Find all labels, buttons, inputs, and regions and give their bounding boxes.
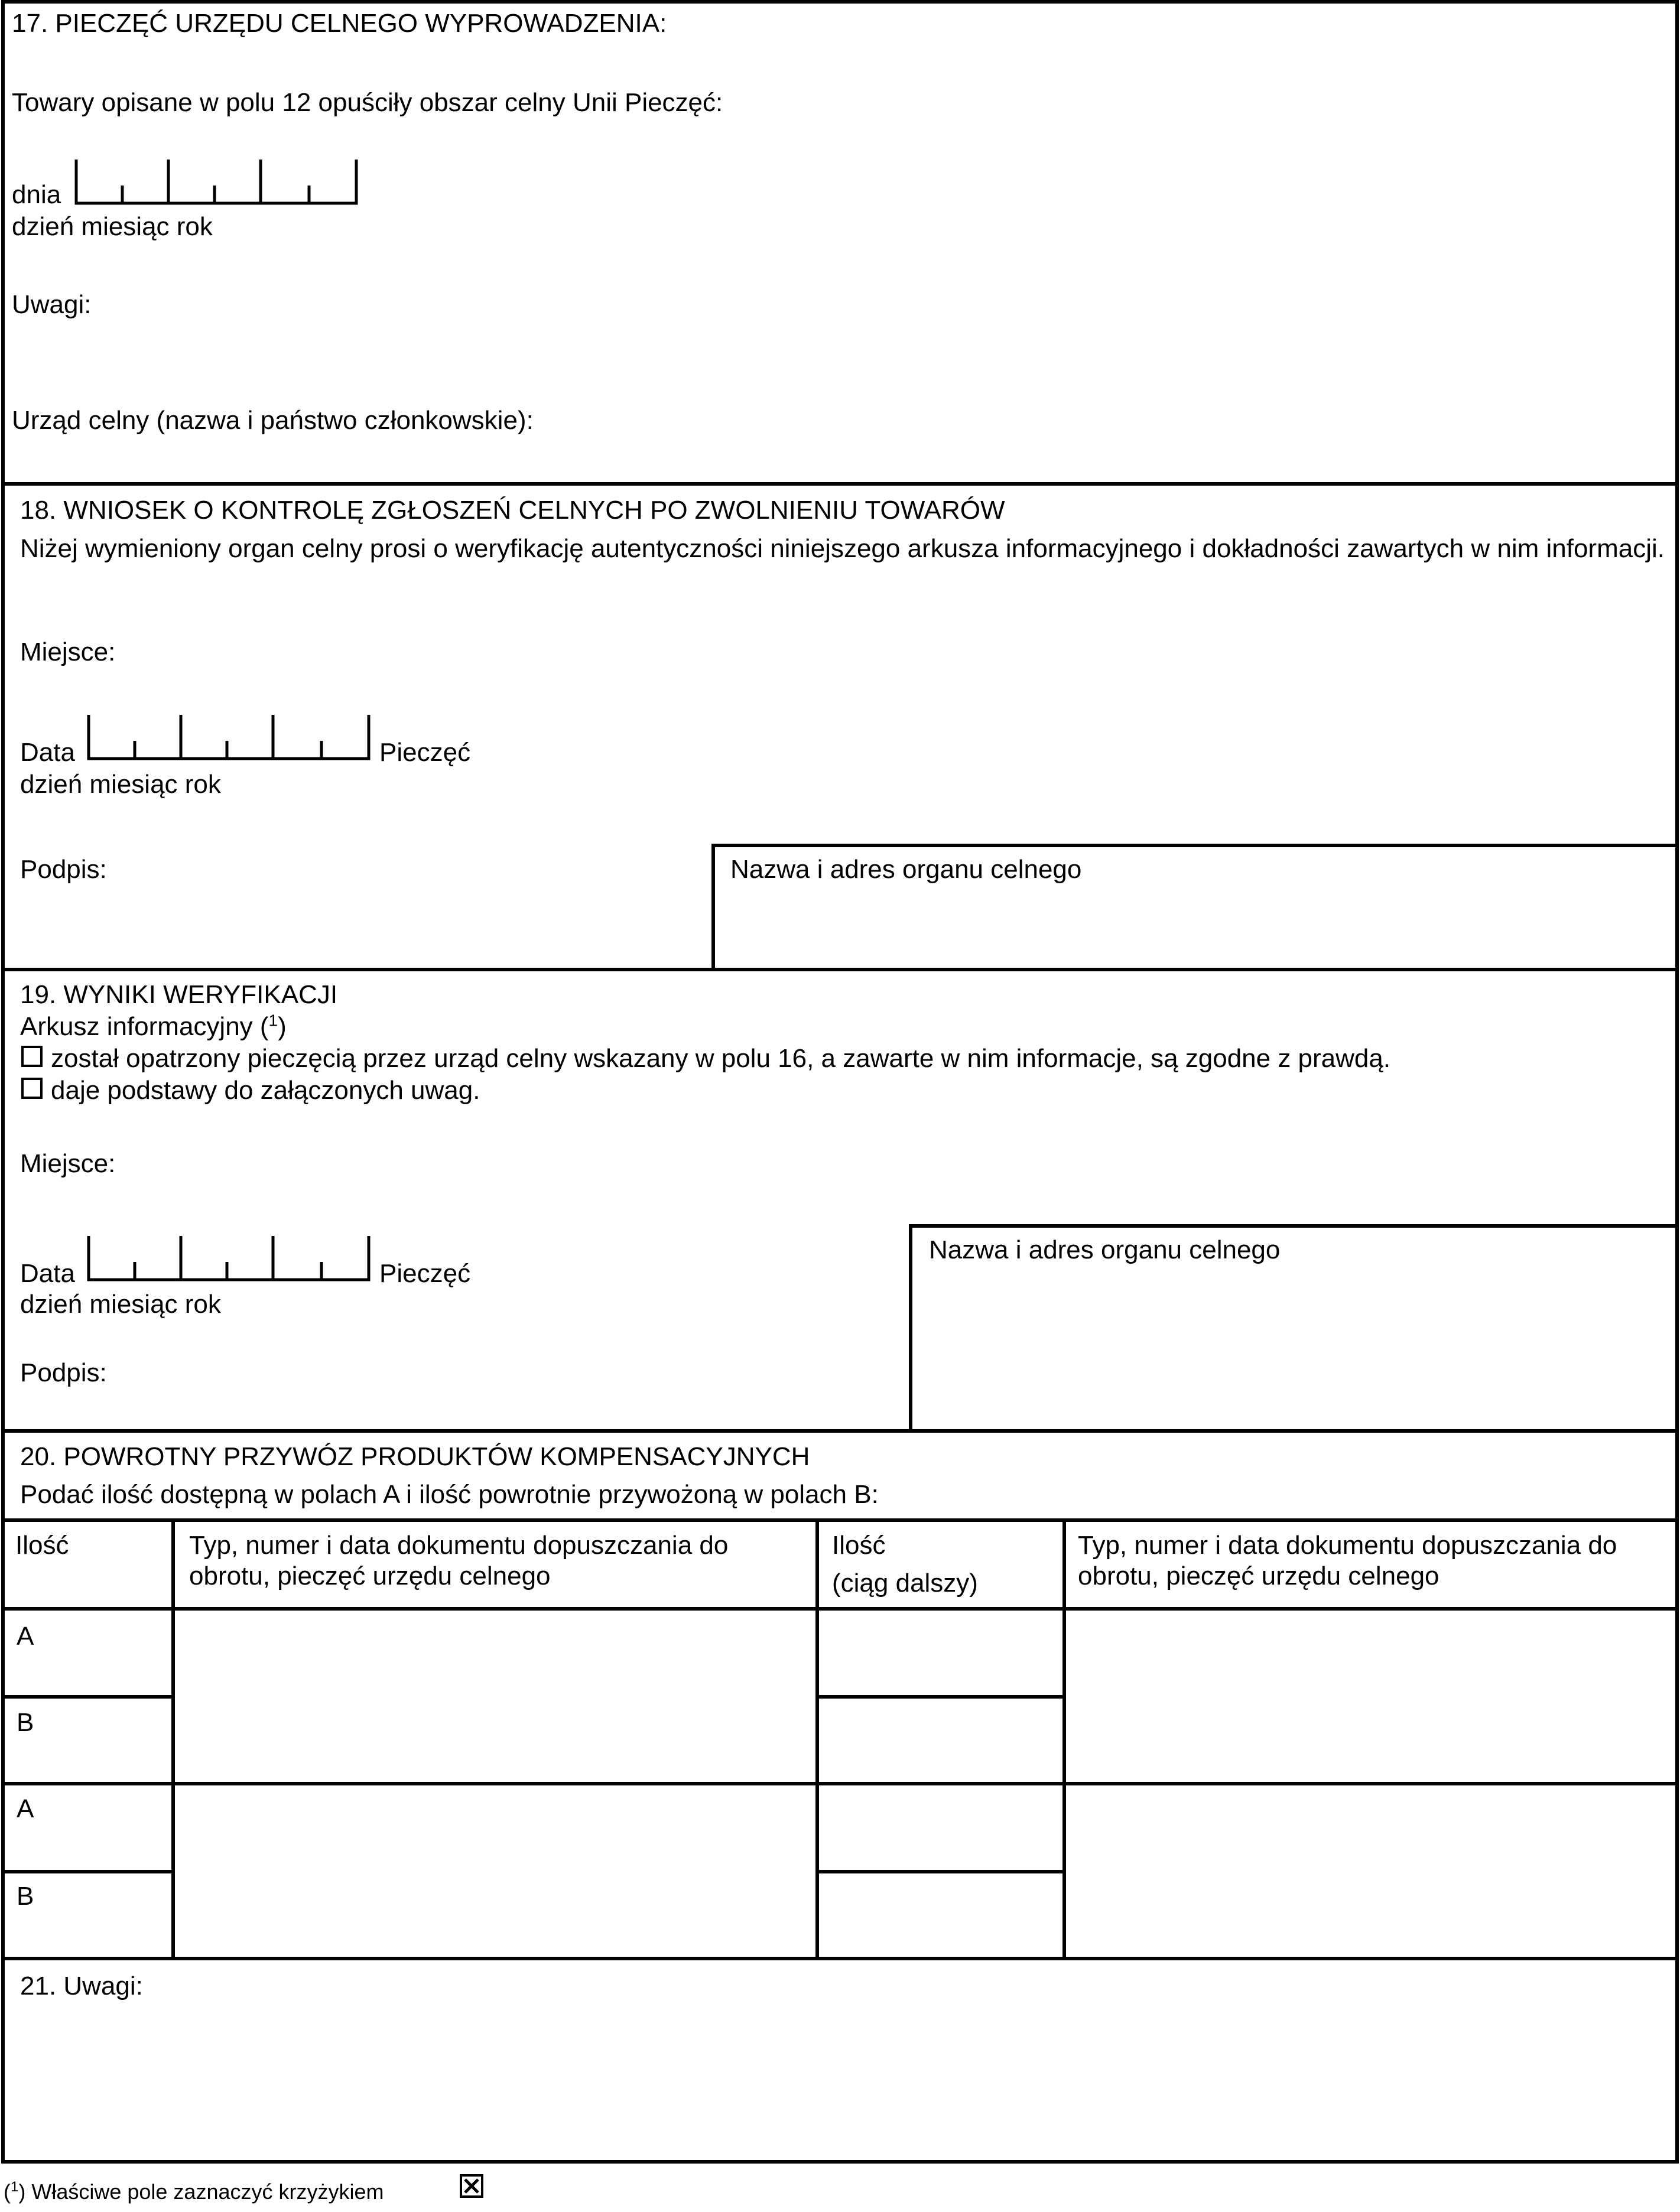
table-bottom	[1, 1957, 1679, 1960]
section-17-title: 17. PIECZĘĆ URZĘDU CELNEGO WYPROWADZENIA:	[12, 9, 667, 38]
stamp-label-19: Pieczęć	[379, 1259, 471, 1288]
row-label-a-2: A	[17, 1794, 34, 1823]
footnote-number: 1	[11, 2179, 19, 2195]
section-20-title: 20. POWROTNY PRZYWÓZ PRODUKTÓW KOMPENSACYJNYCH	[20, 1442, 810, 1471]
section-20-subtitle: Podać ilość dostępną w polach A i ilość powrotnie przywożoną w polach B:	[20, 1480, 879, 1509]
place-label-19: Miejsce:	[20, 1149, 116, 1178]
divider-19-authority-top	[910, 1224, 1679, 1228]
date-hint-19: dzień miesiąc rok	[20, 1290, 221, 1319]
divider-19-authority-left	[909, 1224, 912, 1431]
frame-left	[1, 0, 5, 2164]
header-quantity: Ilość	[15, 1531, 69, 1560]
frame-right	[1675, 0, 1679, 2164]
header-quantity-cont-sub: (ciąg dalszy)	[832, 1569, 978, 1598]
footnote-ref: 1	[268, 1011, 278, 1030]
authority-label-18: Nazwa i adres organu celnego	[730, 855, 1082, 884]
table-row-a2-bottom	[1, 1870, 173, 1873]
row-label-b-1: B	[17, 1708, 34, 1737]
section-19-title: 19. WYNIKI WERYFIKACJI	[20, 980, 338, 1009]
place-label-18: Miejsce:	[20, 637, 116, 666]
stamp-label-18: Pieczęć	[379, 738, 471, 767]
information-sheet-text: Arkusz informacyjny (	[20, 1012, 269, 1041]
table-col2	[815, 1518, 819, 1960]
row-label-b-2: B	[17, 1882, 34, 1911]
date-entry-field-19[interactable]	[86, 1235, 371, 1282]
header-document: Typ, numer i data dokumentu dopuszczania do obrotu, pieczęć urzędu celnego	[189, 1531, 729, 1590]
date-entry-field-17[interactable]	[74, 158, 359, 206]
table-col1	[171, 1518, 175, 1960]
signature-label-18: Podpis:	[20, 855, 107, 884]
information-sheet-label	[20, 1011, 287, 1042]
goods-left-text: Towary opisane w polu 12 opuściły obszar celny Unii Pieczęć:	[12, 88, 723, 117]
signature-label-19: Podpis:	[20, 1358, 107, 1387]
row-label-a-1: A	[17, 1622, 34, 1651]
footnote-open: (	[4, 2180, 11, 2204]
footnote	[4, 2179, 384, 2205]
date-hint-18: dzień miesiąc rok	[20, 770, 221, 799]
table-header-bottom	[1, 1607, 1679, 1611]
customs-office-label: Urząd celny (nazwa i państwo członkowskie):	[12, 406, 534, 435]
verification-request-text: Niżej wymieniony organ celny prosi o weryfikację autentyczności niniejszego arkusza informacyjnego i dokładności zawartych w nim informacji.	[20, 534, 1665, 563]
divider-18-authority-left	[711, 844, 715, 970]
divider-17-18	[1, 482, 1679, 486]
section-18-title: 18. WNIOSEK O KONTROLĘ ZGŁOSZEŃ CELNYCH PO ZWOLNIENIU TOWARÓW	[20, 496, 1005, 525]
header-document-2: Typ, numer i data dokumentu dopuszczania do obrotu, pieczęć urzędu celnego	[1078, 1531, 1617, 1590]
table-row-a1-bottom-qty2	[817, 1695, 1064, 1699]
date-entry-field-18[interactable]	[86, 714, 371, 761]
option-stamped-true-label: został opatrzony pieczęcią przez urząd celny wskazany w polu 16, a zawarte w nim informacje, są zgodne z prawdą.	[51, 1044, 1391, 1073]
date-label-18: Data	[20, 738, 75, 767]
authority-label-19: Nazwa i adres organu celnego	[929, 1235, 1281, 1264]
table-top	[1, 1518, 1679, 1522]
table-col3	[1062, 1518, 1066, 1960]
frame-top	[1, 0, 1679, 4]
information-sheet-close: )	[278, 1012, 287, 1041]
divider-18-19	[1, 968, 1679, 971]
header-quantity-cont: Ilość	[832, 1531, 886, 1560]
date-label-dnia: dnia	[12, 180, 61, 209]
checkbox-remarks-attached[interactable]	[21, 1078, 43, 1099]
date-hint-17: dzień miesiąc rok	[12, 212, 213, 241]
divider-19-20	[1, 1429, 1679, 1433]
table-row-a2-bottom-qty2	[817, 1870, 1064, 1873]
footnote-text: ) Właściwe pole zaznaczyć krzyżykiem	[18, 2180, 384, 2204]
table-group1-bottom	[1, 1782, 1679, 1785]
section-21-title: 21. Uwagi:	[20, 1972, 143, 2000]
frame-bottom	[1, 2160, 1679, 2164]
crossed-box-icon	[460, 2174, 483, 2198]
checkbox-stamped-true[interactable]	[21, 1046, 43, 1067]
date-label-19: Data	[20, 1259, 75, 1288]
remarks-label-17: Uwagi:	[12, 290, 92, 319]
option-remarks-label: daje podstawy do załączonych uwag.	[51, 1076, 480, 1105]
table-row-a1-bottom	[1, 1695, 173, 1699]
divider-18-authority-top	[713, 844, 1679, 847]
